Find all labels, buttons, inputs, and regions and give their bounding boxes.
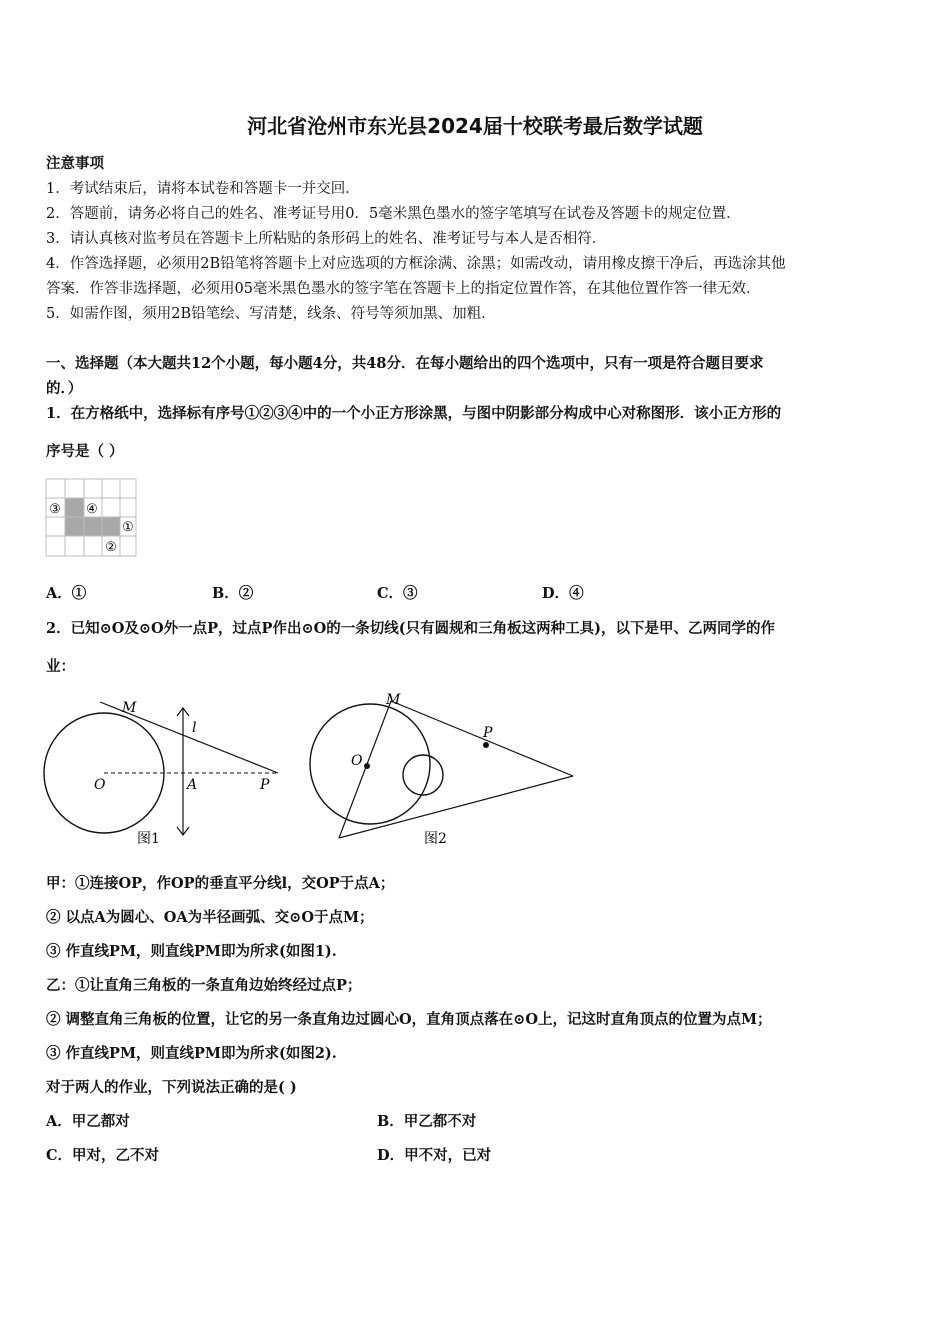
circle-o-fig2 xyxy=(310,704,430,824)
q1-option-d[interactable]: D．④ xyxy=(542,585,584,602)
notice-item: 3．请认真核对监考员在答题卡上所粘贴的条形码上的姓名、准考证号与本人是否相符． xyxy=(46,231,607,247)
question-1-text: 1．在方格纸中，选择标有序号①②③④中的一个小正方形涂黑，与图中阴影部分构成中心对称图形．该小正方形的 xyxy=(46,405,782,422)
q2-option-d[interactable]: D．甲不对，已对 xyxy=(377,1147,492,1164)
step-text: ② 以点A为圆心、OA为半径画弧、交⊙O于点M； xyxy=(46,909,374,926)
q2-option-c[interactable]: C．甲对，乙不对 xyxy=(46,1147,160,1164)
q1-option-a[interactable]: A．① xyxy=(46,585,87,602)
question-2-text: 2．已知⊙O及⊙O外一点P，过点P作出⊙O的一条切线(只有圆规和三角板这两种工具)，以下是甲、乙两同学的作 xyxy=(46,620,775,637)
notice-item: 5．如需作图，须用2B铅笔绘、写清楚，线条、符号等须加黑、加粗． xyxy=(46,306,496,322)
q1-option-c[interactable]: C．③ xyxy=(377,585,418,602)
label-o: O xyxy=(94,777,106,793)
label-m: M xyxy=(122,700,137,716)
notice-item: 4．作答选择题，必须用2B铅笔将答题卡上对应选项的方框涂满、涂黑；如需改动，请用橡皮擦干净后，再选涂其他 xyxy=(46,256,786,272)
section-heading: 一、选择题（本大题共12个小题，每小题4分，共48分．在每小题给出的四个选项中，只有一项是符合题目要求 xyxy=(46,355,764,372)
label-l: l xyxy=(192,720,197,736)
fig1-caption: 图1 xyxy=(137,831,160,847)
notice-item: 2．答题前，请务必将自己的姓名、准考证号用0．5毫米黑色墨水的签字笔填写在试卷及答题卡的规定位置． xyxy=(46,206,741,222)
point-p xyxy=(483,742,489,748)
q1-grid-figure xyxy=(45,478,139,560)
question-1-text-cont: 序号是（ ） xyxy=(46,443,124,460)
grid-mark-2: ② xyxy=(105,540,117,555)
section-heading-cont: 的．） xyxy=(46,380,83,397)
q2-figure-2 xyxy=(300,686,590,850)
notice-item: 1．考试结束后，请将本试卷和答题卡一并交回． xyxy=(46,181,360,197)
fig2-caption: 图2 xyxy=(424,831,447,847)
label-p: P xyxy=(483,725,493,741)
step-text: ③ 作直线PM，则直线PM即为所求(如图2). xyxy=(46,1045,337,1062)
step-text: 乙：①让直角三角板的一条直角边始终经过点P； xyxy=(46,977,362,994)
label-a: A xyxy=(187,777,198,793)
line-mp xyxy=(391,701,573,776)
grid-mark-4: ④ xyxy=(86,502,98,517)
step-text: ② 调整直角三角板的位置，让它的另一条直角边过圆心O，直角顶点落在⊙O上，记这时直角顶点的位置为点M； xyxy=(46,1011,772,1028)
label-p: P xyxy=(260,777,270,793)
q2-option-a[interactable]: A．甲乙都对 xyxy=(46,1113,130,1130)
page-title: 河北省沧州市东光县2024届十校联考最后数学试题 xyxy=(247,114,703,138)
q1-option-b[interactable]: B．② xyxy=(212,585,254,602)
triangle-base xyxy=(339,776,573,838)
small-circle xyxy=(403,755,443,795)
notice-heading: 注意事项 xyxy=(46,155,104,172)
label-o: O xyxy=(351,753,363,769)
step-text: 甲：①连接OP，作OP的垂直平分线l，交OP于点A； xyxy=(46,875,395,892)
line-mo xyxy=(339,701,391,838)
grid-mark-3: ③ xyxy=(49,502,61,517)
point-o xyxy=(364,763,370,769)
q2-figure-1 xyxy=(40,690,290,850)
grid-mark-1: ① xyxy=(122,520,134,535)
step-text: ③ 作直线PM，则直线PM即为所求(如图1). xyxy=(46,943,337,960)
label-m: M xyxy=(386,692,401,708)
notice-item: 答案．作答非选择题，必须用05毫米黑色墨水的签字笔在答题卡上的指定位置作答，在其他位置作答一律无效． xyxy=(46,281,761,297)
question-2-prompt: 对于两人的作业，下列说法正确的是( ) xyxy=(46,1079,297,1096)
q2-option-b[interactable]: B．甲乙都不对 xyxy=(377,1113,477,1130)
question-2-text-cont: 业： xyxy=(46,658,75,675)
